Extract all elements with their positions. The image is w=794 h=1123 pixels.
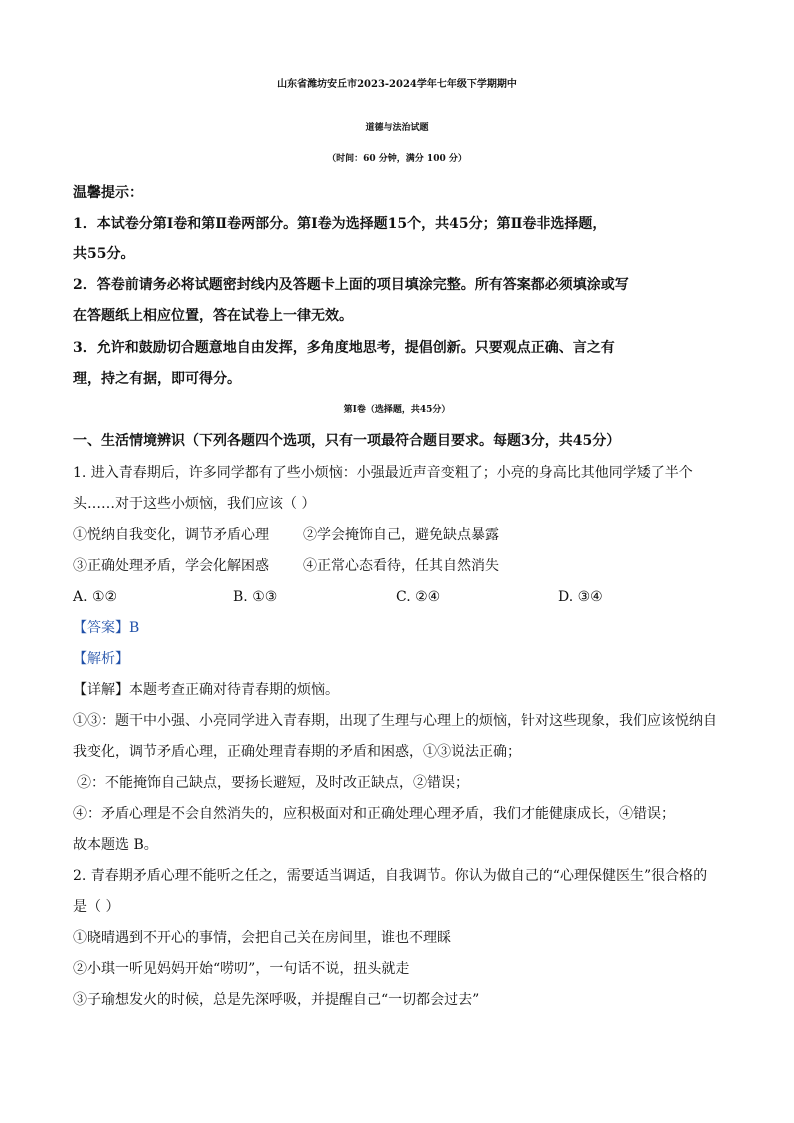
q1-explanation-1-line-2: 我变化，调节矛盾心理，正确处理青春期的矛盾和困惑，①③说法正确； [73, 744, 521, 760]
q1-statement-1: ①悦纳自我变化，调节矛盾心理 [73, 527, 269, 543]
q1-stem-line-1: 1. 进入青春期后，许多同学都有了些小烦恼：小强最近声音变粗了；小亮的身高比其他同学矮了半个 [73, 465, 693, 481]
q1-explanation-2: ②：不能掩饰自己缺点，要扬长避短，及时改正缺点，②错误； [77, 775, 469, 791]
q2-stem-line-2: 是（ ） [73, 899, 120, 915]
tip-3-line-1: 3．允许和鼓励切合题意地自由发挥，多角度地思考，提倡创新。只要观点正确、言之有 [73, 340, 615, 356]
q1-explanation-1-line-1: ①③：题干中小强、小亮同学进入青春期，出现了生理与心理上的烦恼，针对这些现象，我们应该悦纳自 [73, 713, 717, 729]
q1-option-d: D. ③④ [558, 589, 603, 605]
q1-conclusion: 故本题选 B。 [73, 837, 158, 853]
tip-1-line-1: 1．本试卷分第Ⅰ卷和第Ⅱ卷两部分。第Ⅰ卷为选择题15个，共45分；第Ⅱ卷非选择题， [73, 216, 607, 232]
q1-statement-2: ②学会掩饰自己，避免缺点暴露 [303, 527, 499, 543]
tips-heading: 温馨提示： [73, 185, 143, 201]
tip-2-line-1: 2．答卷前请务必将试题密封线内及答题卡上面的项目填涂完整。所有答案都必须填涂或写 [73, 277, 629, 293]
q1-detail: 【详解】本题考查正确对待青春期的烦恼。 [73, 682, 339, 698]
q2-statement-2: ②小琪一听见妈妈开始“唠叨”，一句话不说，扭头就走 [73, 961, 410, 977]
q1-statement-4: ④正常心态看待，任其自然消失 [303, 558, 499, 574]
tip-1-line-2: 共55分。 [73, 246, 135, 262]
q2-statement-3: ③子瑜想发火的时候，总是先深呼吸，并提醒自己“一切都会过去” [73, 992, 480, 1008]
exam-subtitle: 道德与法治试题 [365, 123, 429, 133]
q1-explanation-3: ④：矛盾心理是不会自然消失的，应积极面对和正确处理心理矛盾，我们才能健康成长，④错误； [73, 806, 675, 822]
q1-option-a: A. ①② [73, 589, 118, 605]
q1-option-b: B. ①③ [233, 589, 278, 605]
time-note: （时间：60 分钟，满分 100 分） [327, 154, 467, 164]
q2-stem-line-1: 2. 青春期矛盾心理不能听之任之，需要适当调适，自我调节。你认为做自己的“心理保健医生”很合格的 [73, 868, 708, 884]
tip-3-line-2: 理，持之有据，即可得分。 [73, 371, 241, 387]
exam-title: 山东省潍坊安丘市2023-2024学年七年级下学期期中 [277, 79, 517, 90]
q1-option-c: C. ②④ [396, 589, 441, 605]
q1-stem-line-2: 头……对于这些小烦恼，我们应该（ ） [73, 496, 316, 512]
q1-analysis-tag: 【解析】 [73, 651, 129, 667]
q1-answer: 【答案】B [73, 620, 140, 636]
q1-statement-3: ③正确处理矛盾，学会化解困惑 [73, 558, 269, 574]
tip-2-line-2: 在答题纸上相应位置，答在试卷上一律无效。 [73, 308, 353, 324]
volume-1-heading: 第Ⅰ卷（选择题，共45分） [343, 405, 451, 415]
q2-statement-1: ①晓晴遇到不开心的事情，会把自己关在房间里，谁也不理睬 [73, 930, 451, 946]
section-1-heading: 一、生活情境辨识（下列各题四个选项，只有一项最符合题目要求。每题3分，共45分） [73, 433, 621, 449]
